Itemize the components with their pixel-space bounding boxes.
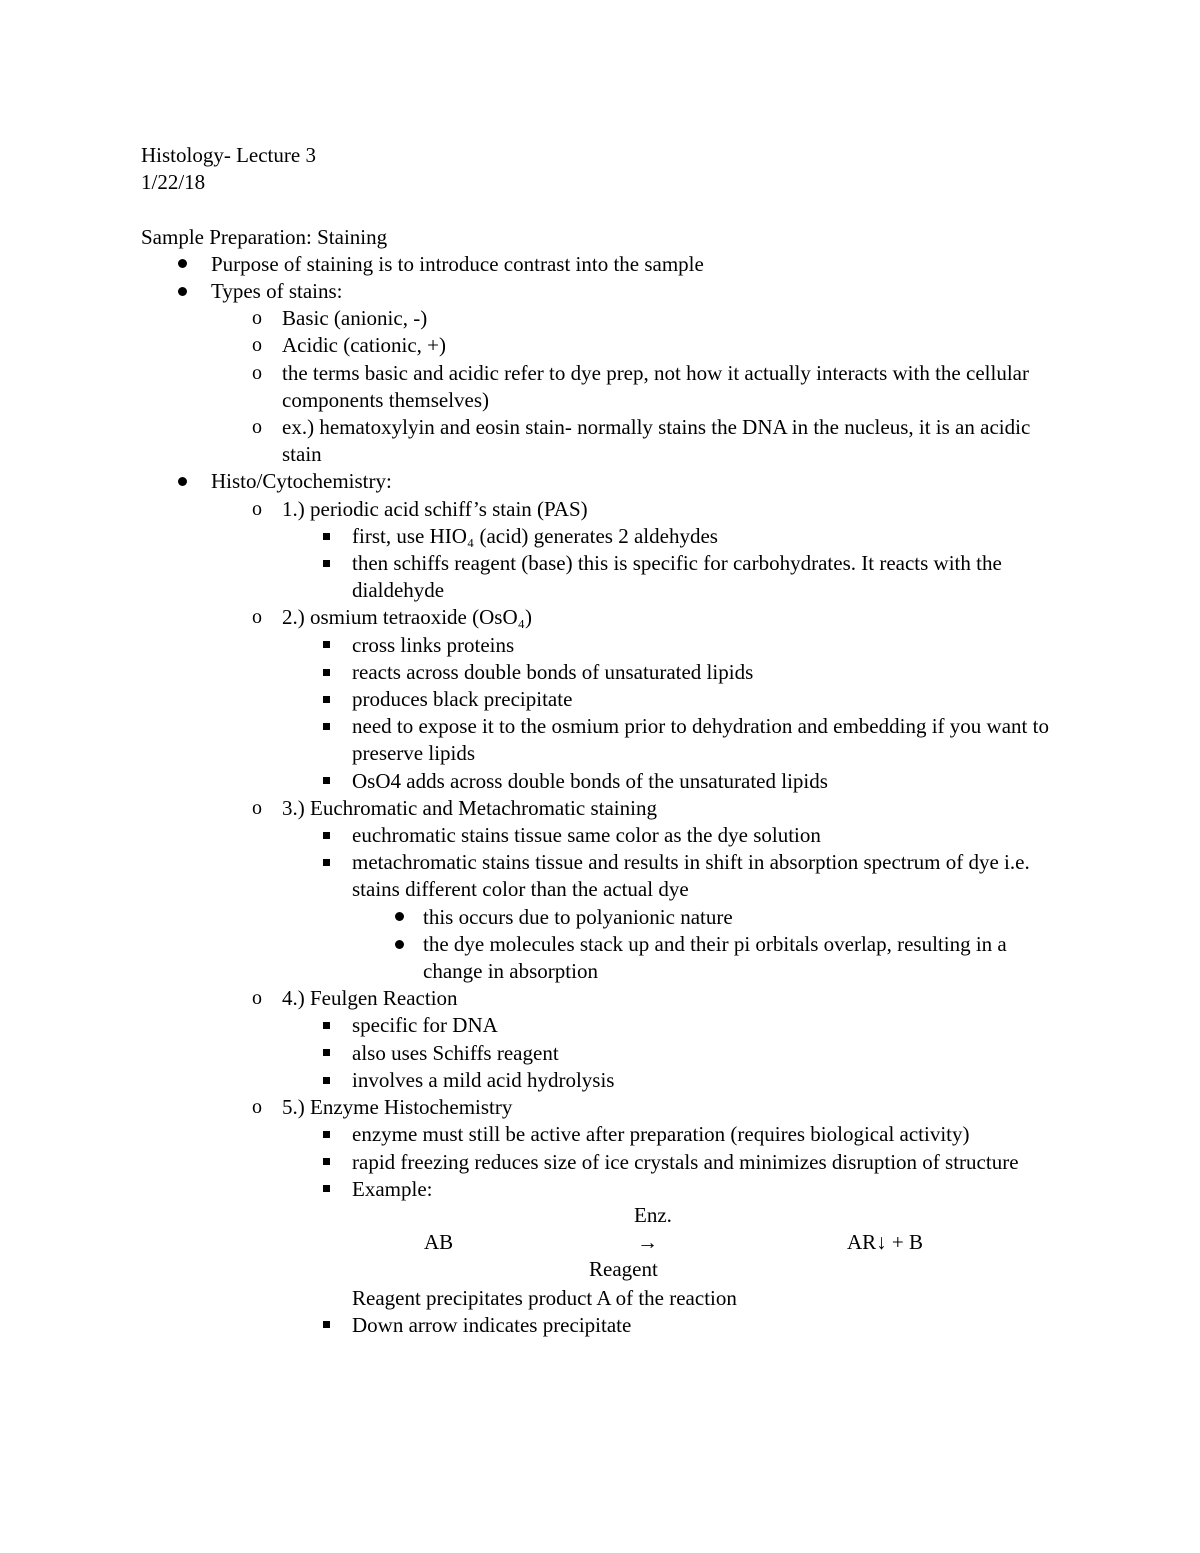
bullet-square-icon [316, 1121, 336, 1148]
bullet-square-icon [316, 1312, 336, 1339]
list-item: o 3.) Euchromatic and Metachromatic staining [141, 795, 1081, 822]
bullet-square-icon [316, 550, 336, 577]
blank-line [141, 196, 1081, 223]
bullet-circle-icon: o [252, 361, 262, 384]
list-item: enzyme must still be active after preparation (requires biological activity) [141, 1121, 1081, 1148]
list-item: Histo/Cytochemistry: [141, 468, 1081, 495]
list-item: rapid freezing reduces size of ice crystals and minimizes disruption of structure [141, 1149, 1081, 1176]
list-item: o Acidic (cationic, +) [141, 332, 1081, 359]
bullet-dot-icon [172, 251, 192, 278]
bullet-circle-icon: o [252, 416, 262, 439]
doc-date: 1/22/18 [141, 170, 206, 195]
list-item: metachromatic stains tissue and results in shift in absorption spectrum of dye i.e. stains different color than the actual dye [141, 849, 1081, 903]
bullet-circle-icon: o [252, 606, 262, 629]
reaction-equation [141, 1203, 1081, 1285]
list-item: the dye molecules stack up and their pi orbitals overlap, resulting in a change in absorption [141, 931, 1081, 985]
bullet-square-icon [316, 1176, 336, 1203]
list-item: specific for DNA [141, 1012, 1081, 1039]
bullet-circle-icon: o [252, 307, 262, 330]
bullet-square-icon [316, 523, 336, 550]
bullet-square-icon [316, 1149, 336, 1176]
bullet-dot-icon [389, 931, 409, 958]
bullet-dot-icon [389, 904, 409, 931]
list-item: o 2.) osmium tetraoxide (OsO₄) [141, 604, 1081, 631]
list-item: involves a mild acid hydrolysis [141, 1067, 1081, 1094]
list-item: OsO4 adds across double bonds of the unsaturated lipids [141, 768, 1081, 795]
equation-note: Reagent precipitates product A of the reaction [352, 1285, 737, 1310]
trailing-list [141, 1312, 1081, 1339]
list-item: this occurs due to polyanionic nature [141, 904, 1081, 931]
bullet-square-icon [316, 1040, 336, 1067]
list-item: first, use HIO₄ (acid) generates 2 aldehydes [141, 523, 1081, 550]
list-item: o 4.) Feulgen Reaction [141, 985, 1081, 1012]
bullet-dot-icon [172, 278, 192, 305]
list-item: cross links proteins [141, 632, 1081, 659]
bullet-circle-icon: o [252, 334, 262, 357]
bullet-square-icon [316, 713, 336, 740]
reaction-arrow-icon: → [637, 1230, 658, 1255]
equation-enzyme-label: Enz. [634, 1202, 672, 1227]
bullet-square-icon [316, 632, 336, 659]
doc-title: Histology- Lecture 3 [141, 143, 316, 167]
list-item: reacts across double bonds of unsaturated lipids [141, 659, 1081, 686]
main-list [141, 251, 1081, 1203]
section-heading: Sample Preparation: Staining [141, 224, 388, 249]
list-item: also uses Schiffs reagent [141, 1040, 1081, 1067]
equation-products: AR↓ + B [847, 1230, 924, 1255]
bullet-square-icon [316, 686, 336, 713]
list-item: o ex.) hematoxylyin and eosin stain- normally stains the DNA in the nucleus, it is an acidic stain [141, 414, 1081, 468]
equation-reactant: AB [424, 1230, 454, 1255]
list-item: o the terms basic and acidic refer to dye prep, not how it actually interacts with the cellular components themselves) [141, 360, 1081, 414]
bullet-square-icon [316, 1067, 336, 1094]
list-item: o Basic (anionic, -) [141, 305, 1081, 332]
bullet-square-icon [316, 659, 336, 686]
list-item: Example: [141, 1176, 1081, 1203]
list-item: Purpose of staining is to introduce contrast into the sample [141, 251, 1081, 278]
list-item: Down arrow indicates precipitate [141, 1312, 1081, 1339]
equation-reagent-label: Reagent [589, 1257, 658, 1282]
bullet-square-icon [316, 849, 336, 876]
bullet-square-icon [316, 768, 336, 795]
list-item: o 5.) Enzyme Histochemistry [141, 1094, 1081, 1121]
notes-body [141, 142, 1081, 1339]
list-item: then schiffs reagent (base) this is specific for carbohydrates. It reacts with the dialdehyde [141, 550, 1081, 604]
list-item: need to expose it to the osmium prior to dehydration and embedding if you want to preserve lipids [141, 713, 1081, 767]
list-item: euchromatic stains tissue same color as the dye solution [141, 822, 1081, 849]
bullet-circle-icon: o [252, 1096, 262, 1119]
bullet-dot-icon [172, 468, 192, 495]
bullet-circle-icon: o [252, 497, 262, 520]
list-item: Types of stains: [141, 278, 1081, 305]
list-item: o 1.) periodic acid schiff’s stain (PAS) [141, 496, 1081, 523]
bullet-square-icon [316, 822, 336, 849]
list-item: produces black precipitate [141, 686, 1081, 713]
bullet-circle-icon: o [252, 796, 262, 819]
bullet-circle-icon: o [252, 987, 262, 1010]
bullet-square-icon [316, 1012, 336, 1039]
